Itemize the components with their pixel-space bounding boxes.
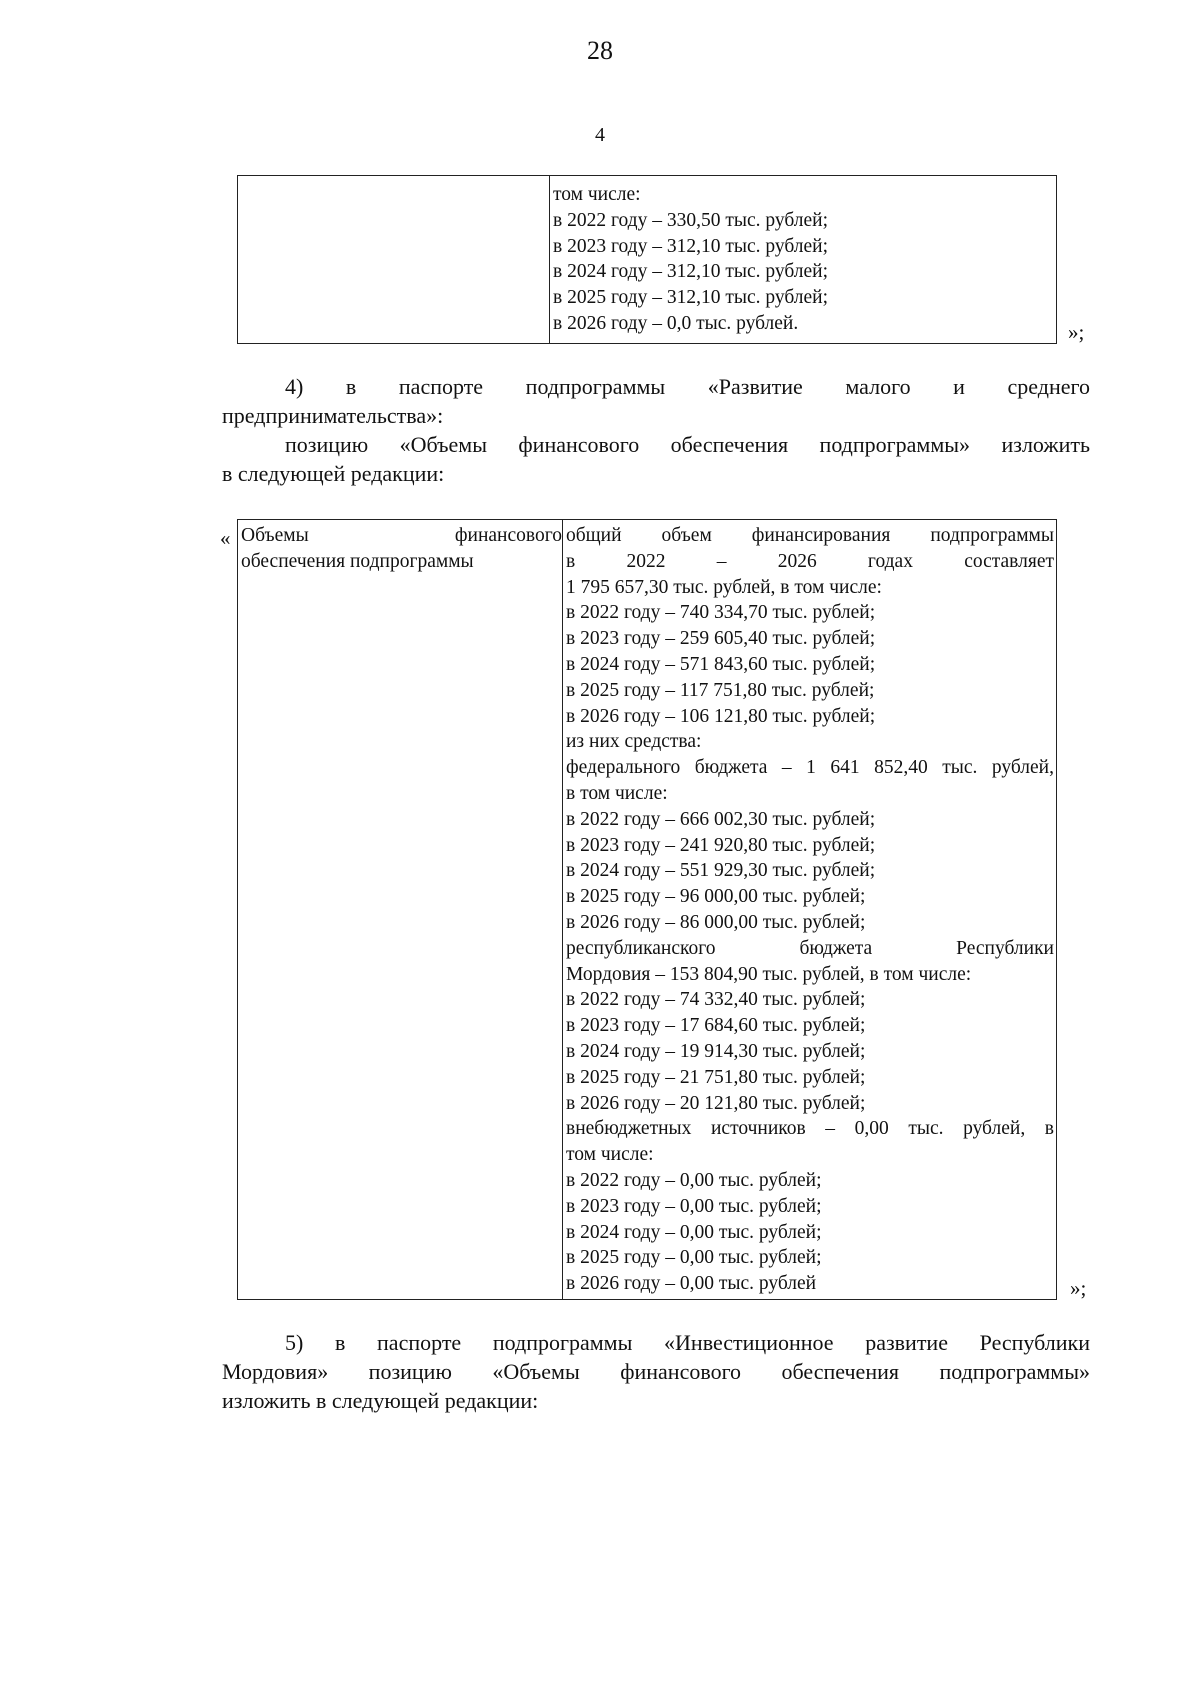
table-line: федерального бюджета – 1 641 852,40 тыс. рублей,	[566, 757, 1054, 779]
sub-page-number: 4	[595, 124, 605, 146]
table-line: в 2023 году – 0,00 тыс. рублей;	[566, 1195, 822, 1217]
table-line: в 2025 году – 0,00 тыс. рублей;	[566, 1247, 822, 1269]
financing-table	[237, 519, 1057, 1300]
table-line: том числе:	[553, 184, 641, 205]
paragraph-5	[222, 1328, 1090, 1415]
table-line: в 2022 – 2026 годах составляет	[566, 550, 1054, 572]
table-line: в 2024 году – 19 914,30 тыс. рублей;	[566, 1040, 866, 1062]
paragraph-4	[222, 372, 1090, 488]
table-line: в 2024 году – 571 843,60 тыс. рублей;	[566, 653, 876, 675]
table-line: 1 795 657,30 тыс. рублей, в том числе:	[566, 576, 882, 598]
table-line: в 2025 году – 21 751,80 тыс. рублей;	[566, 1066, 866, 1088]
table-line: в 2024 году – 312,10 тыс. рублей;	[553, 261, 829, 283]
paragraph-line: предпринимательства»:	[222, 403, 444, 428]
paragraph-line: 4) в паспорте подпрограммы «Развитие малого и среднего	[285, 374, 1090, 399]
table-line: в 2026 году – 106 121,80 тыс. рублей;	[566, 705, 876, 727]
table-line: в 2025 году – 312,10 тыс. рублей;	[553, 287, 829, 309]
row-header-line: Объемы финансового	[241, 525, 562, 546]
table-line: в 2023 году – 17 684,60 тыс. рублей;	[566, 1015, 866, 1037]
table-line: в 2023 году – 259 605,40 тыс. рублей;	[566, 628, 876, 650]
paragraph-line: в следующей редакции:	[222, 461, 445, 486]
table-line: в 2022 году – 666 002,30 тыс. рублей;	[566, 808, 876, 830]
table-line: в 2024 году – 0,00 тыс. рублей;	[566, 1221, 822, 1243]
paragraph-line: 5) в паспорте подпрограммы «Инвестиционное развитие Республики	[285, 1330, 1090, 1355]
table-line: в 2022 году – 330,50 тыс. рублей;	[553, 209, 829, 231]
table-line: в 2026 году – 0,00 тыс. рублей	[566, 1273, 817, 1295]
table-left-cell	[238, 520, 563, 1299]
paragraph-line: Мордовия» позицию «Объемы финансового обеспечения подпрограммы»	[222, 1359, 1090, 1384]
table-line: в 2025 году – 96 000,00 тыс. рублей;	[566, 886, 866, 908]
table-line: в 2026 году – 20 121,80 тыс. рублей;	[566, 1092, 866, 1114]
table-left-cell	[238, 176, 550, 343]
table-line: в 2022 году – 74 332,40 тыс. рублей;	[566, 989, 866, 1011]
table-line: из них средства:	[566, 731, 702, 753]
table-line: том числе:	[566, 1144, 654, 1166]
row-header-line: обеспечения подпрограммы	[241, 550, 474, 572]
table-line: внебюджетных источников – 0,00 тыс. рублей, в	[566, 1118, 1054, 1140]
table-line: в 2026 году – 86 000,00 тыс. рублей;	[566, 911, 866, 933]
table-right-cell	[550, 176, 1056, 343]
opening-quote: «	[220, 526, 231, 550]
table-line: в 2022 году – 740 334,70 тыс. рублей;	[566, 602, 876, 624]
table-line: в 2024 году – 551 929,30 тыс. рублей;	[566, 860, 876, 882]
page-number: 28	[587, 36, 613, 65]
closing-quote: »;	[1068, 320, 1085, 344]
table-line: республиканского бюджета Республики	[566, 937, 1054, 959]
table-line: в 2025 году – 117 751,80 тыс. рублей;	[566, 679, 875, 701]
table-line: в 2022 году – 0,00 тыс. рублей;	[566, 1169, 822, 1191]
table-line: общий объем финансирования подпрограммы	[566, 525, 1054, 546]
table-line: в 2023 году – 241 920,80 тыс. рублей;	[566, 834, 876, 856]
table-line: Мордовия – 153 804,90 тыс. рублей, в том числе:	[566, 963, 972, 985]
paragraph-line: позицию «Объемы финансового обеспечения подпрограммы» изложить	[285, 432, 1090, 457]
financing-table-continuation	[237, 175, 1057, 344]
table-right-cell	[563, 520, 1056, 1299]
paragraph-line: изложить в следующей редакции:	[222, 1388, 539, 1413]
table-line: в 2023 году – 312,10 тыс. рублей;	[553, 235, 829, 257]
table-line: в 2026 году – 0,0 тыс. рублей.	[553, 312, 799, 334]
closing-quote: »;	[1070, 1276, 1087, 1300]
table-line: в том числе:	[566, 782, 668, 804]
